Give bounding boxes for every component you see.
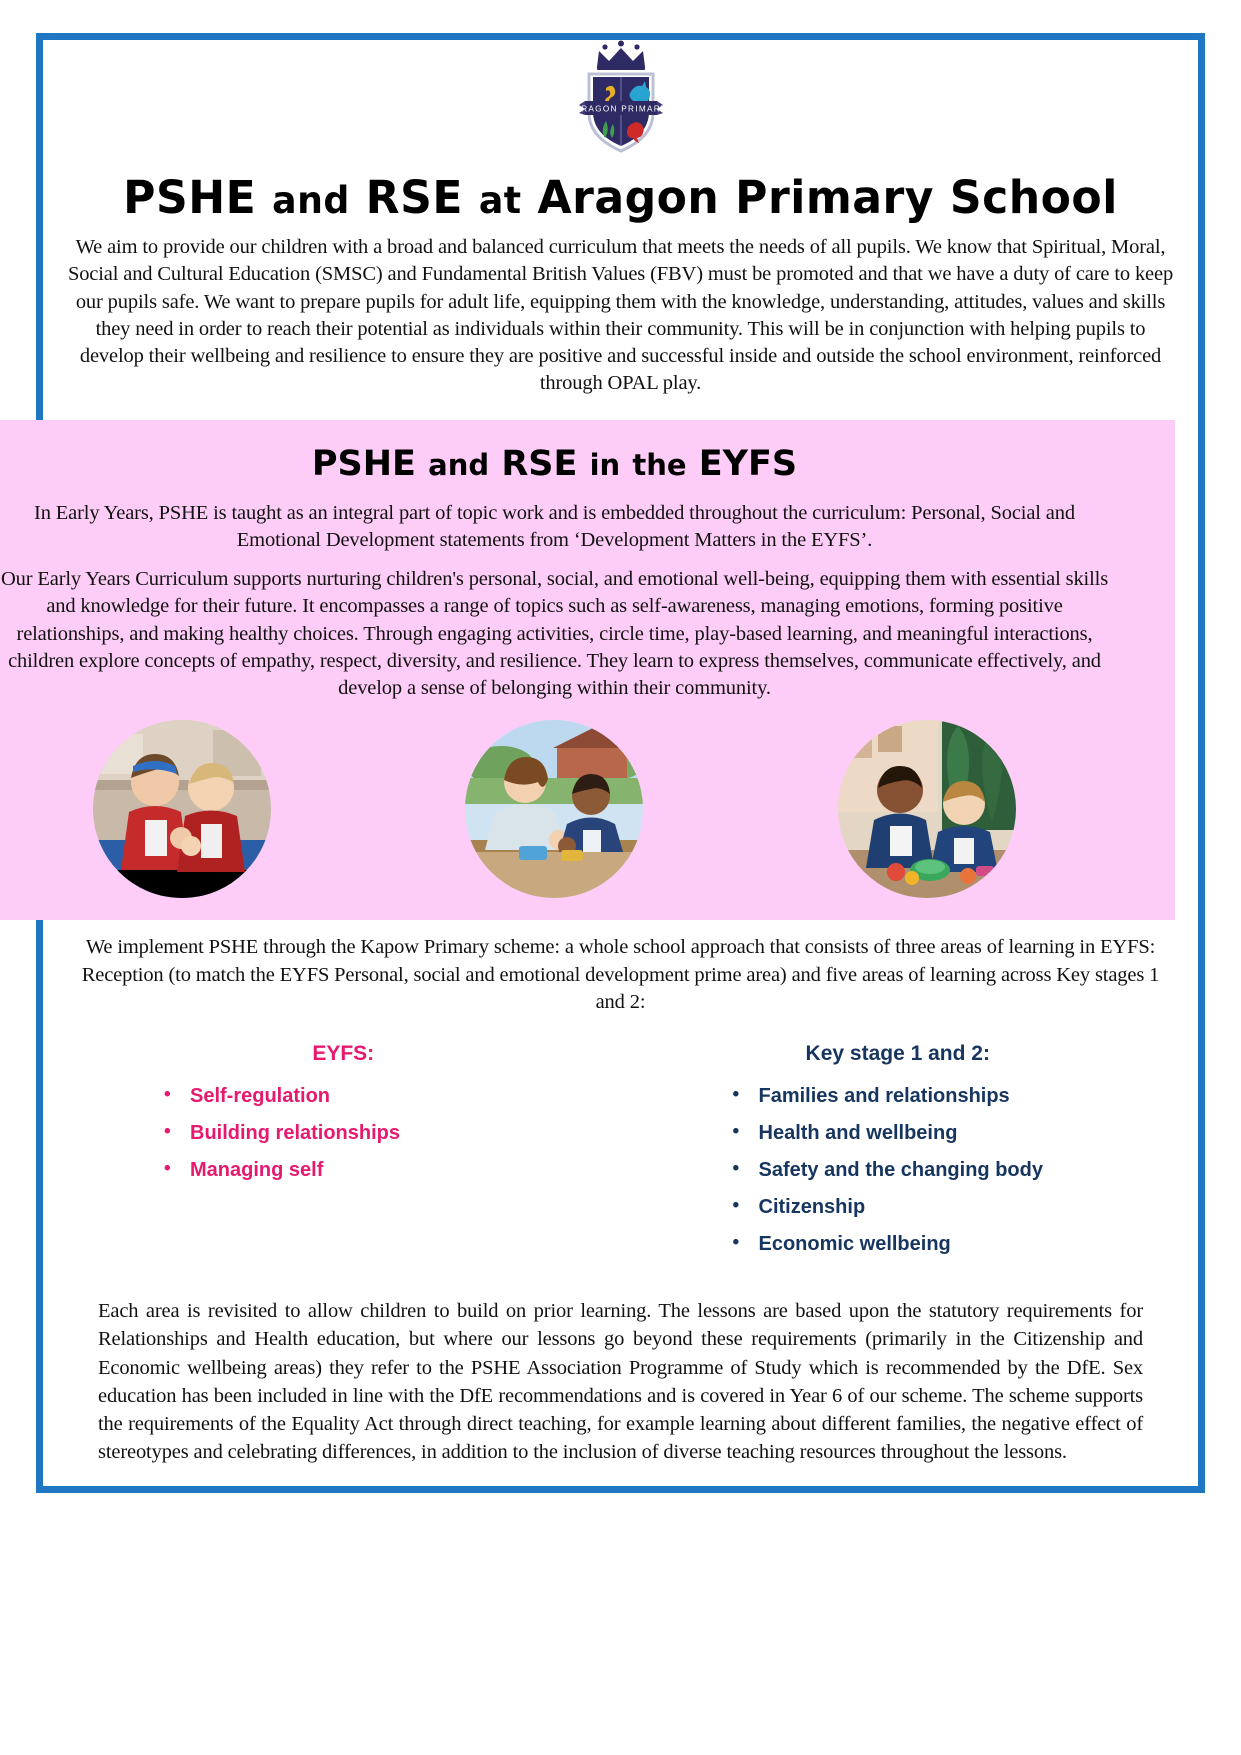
photo-3-illustration (838, 720, 1016, 898)
crest-banner (574, 101, 667, 115)
list-item: • Economic wellbeing (713, 1234, 1176, 1254)
list-item: • Managing self (144, 1160, 621, 1180)
photo-2-illustration (465, 720, 643, 898)
eyfs-section (0, 420, 1175, 921)
title-word-2: and (272, 179, 350, 222)
eyfs-areas-list (144, 1086, 621, 1180)
eyfs-paragraph-2: Our Early Years Curriculum supports nurturing children's personal, social, and emotional well-being, equipping them with essential skills and knowledge for their future. It encompasses a range of topics such as self-awareness, managing emotions, forming positive relationships, and making healthy choices. Through engaging activities, circle time, play-based learning, and meaningful interactions, children explore concepts of empathy, respect, diversity, and resilience. They learn to express themselves, communicate effectively, and develop a sense of belonging within their community. (0, 568, 1109, 699)
intro-paragraph: We aim to provide our children with a broad and balanced curriculum that meets the needs of all pupils. We know that Spiritual, Moral, Social and Cultural Education (SMSC) and Fundamental British Values (FBV) must be promoted and that we have a duty of care to keep our pupils safe. We want to prepare pupils for adult life, equipping them with the knowledge, understanding, attitudes, values and skills they need in order to reach their potential as individuals within their community. This will be in conjunction with helping pupils to develop their wellbeing and resilience to ensure they are positive and successful inside and outside the school environment, reinforced through OPAL play. (67, 236, 1174, 395)
implementation-paragraph: We implement PSHE through the Kapow Primary scheme: a whole school approach that consists of three areas of learning in EYFS: Reception (to match the EYFS Personal, social and emotional development prime area) and five areas of learning across Key stages 1 and 2: (81, 936, 1160, 1013)
school-logo-container (66, 0, 1175, 159)
list-item: • Building relationships (144, 1123, 621, 1143)
key-stage-areas-list (713, 1086, 1176, 1254)
eyfs-column-heading: EYFS: (312, 1042, 375, 1065)
list-item: • Self-regulation (144, 1086, 621, 1106)
learning-areas-columns (66, 1042, 1175, 1271)
photo-1-illustration (93, 720, 271, 898)
title-word-3: RSE (365, 171, 463, 224)
key-stage-column-heading: Key stage 1 and 2: (805, 1042, 990, 1065)
photo-teacher-with-pupils-outdoors (465, 720, 643, 898)
photo-children-playing-dress-up (93, 720, 271, 898)
eyfs-heading-word-3: RSE (501, 443, 578, 484)
eyfs-heading-word-5: the (632, 447, 687, 482)
document-content (0, 0, 1241, 398)
closing-block (66, 1297, 1175, 1467)
title-word-4: at (478, 179, 522, 222)
eyfs-section-heading (0, 444, 1153, 484)
list-item: • Citizenship (713, 1197, 1176, 1217)
eyfs-heading-word-6: EYFS (698, 443, 798, 484)
svg-text:ARAGON PRIMARY: ARAGON PRIMARY (573, 104, 668, 114)
eyfs-heading-word-2: and (428, 447, 490, 482)
page-title (77, 171, 1164, 224)
eyfs-heading-word-4: in (589, 447, 621, 482)
document-content-lower (0, 934, 1241, 1466)
list-item: • Families and relationships (713, 1086, 1176, 1106)
eyfs-paragraph-1: In Early Years, PSHE is taught as an integral part of topic work and is embedded throughout the curriculum: Personal, Social and Emotional Development statements from ‘Development Matters in the EYFS’. (34, 501, 1075, 551)
key-stage-column (621, 1042, 1176, 1271)
list-item: • Health and wellbeing (713, 1123, 1176, 1143)
eyfs-photo-row (0, 720, 1113, 898)
photo-children-with-play-food (838, 720, 1016, 898)
aragon-primary-crest-icon (559, 35, 683, 159)
title-word-6: Primary (735, 171, 935, 224)
closing-paragraph: Each area is revisited to allow children to build on prior learning. The lessons are based upon the statutory requirements for Relationships and Health education, but where our lessons go beyond these requirements (primarily in the Citizenship and Economic wellbeing areas) they refer to the PSHE Association Programme of Study which is recommended by the DfE. Sex education has been included in line with the DfE recommendations and is covered in Year 6 of our scheme. The scheme supports the requirements of the Equality Act through direct teaching, for example learning about different families, the negative effect of stereotypes and celebrating differences, in addition to the inclusion of diverse teaching resources throughout the lessons. (98, 1300, 1143, 1464)
title-word-1: PSHE (123, 171, 257, 224)
eyfs-heading-word-1: PSHE (311, 443, 416, 484)
title-word-7: School (949, 171, 1118, 224)
title-word-5: Aragon (537, 171, 720, 224)
list-item: • Safety and the changing body (713, 1160, 1176, 1180)
eyfs-column (66, 1042, 621, 1271)
